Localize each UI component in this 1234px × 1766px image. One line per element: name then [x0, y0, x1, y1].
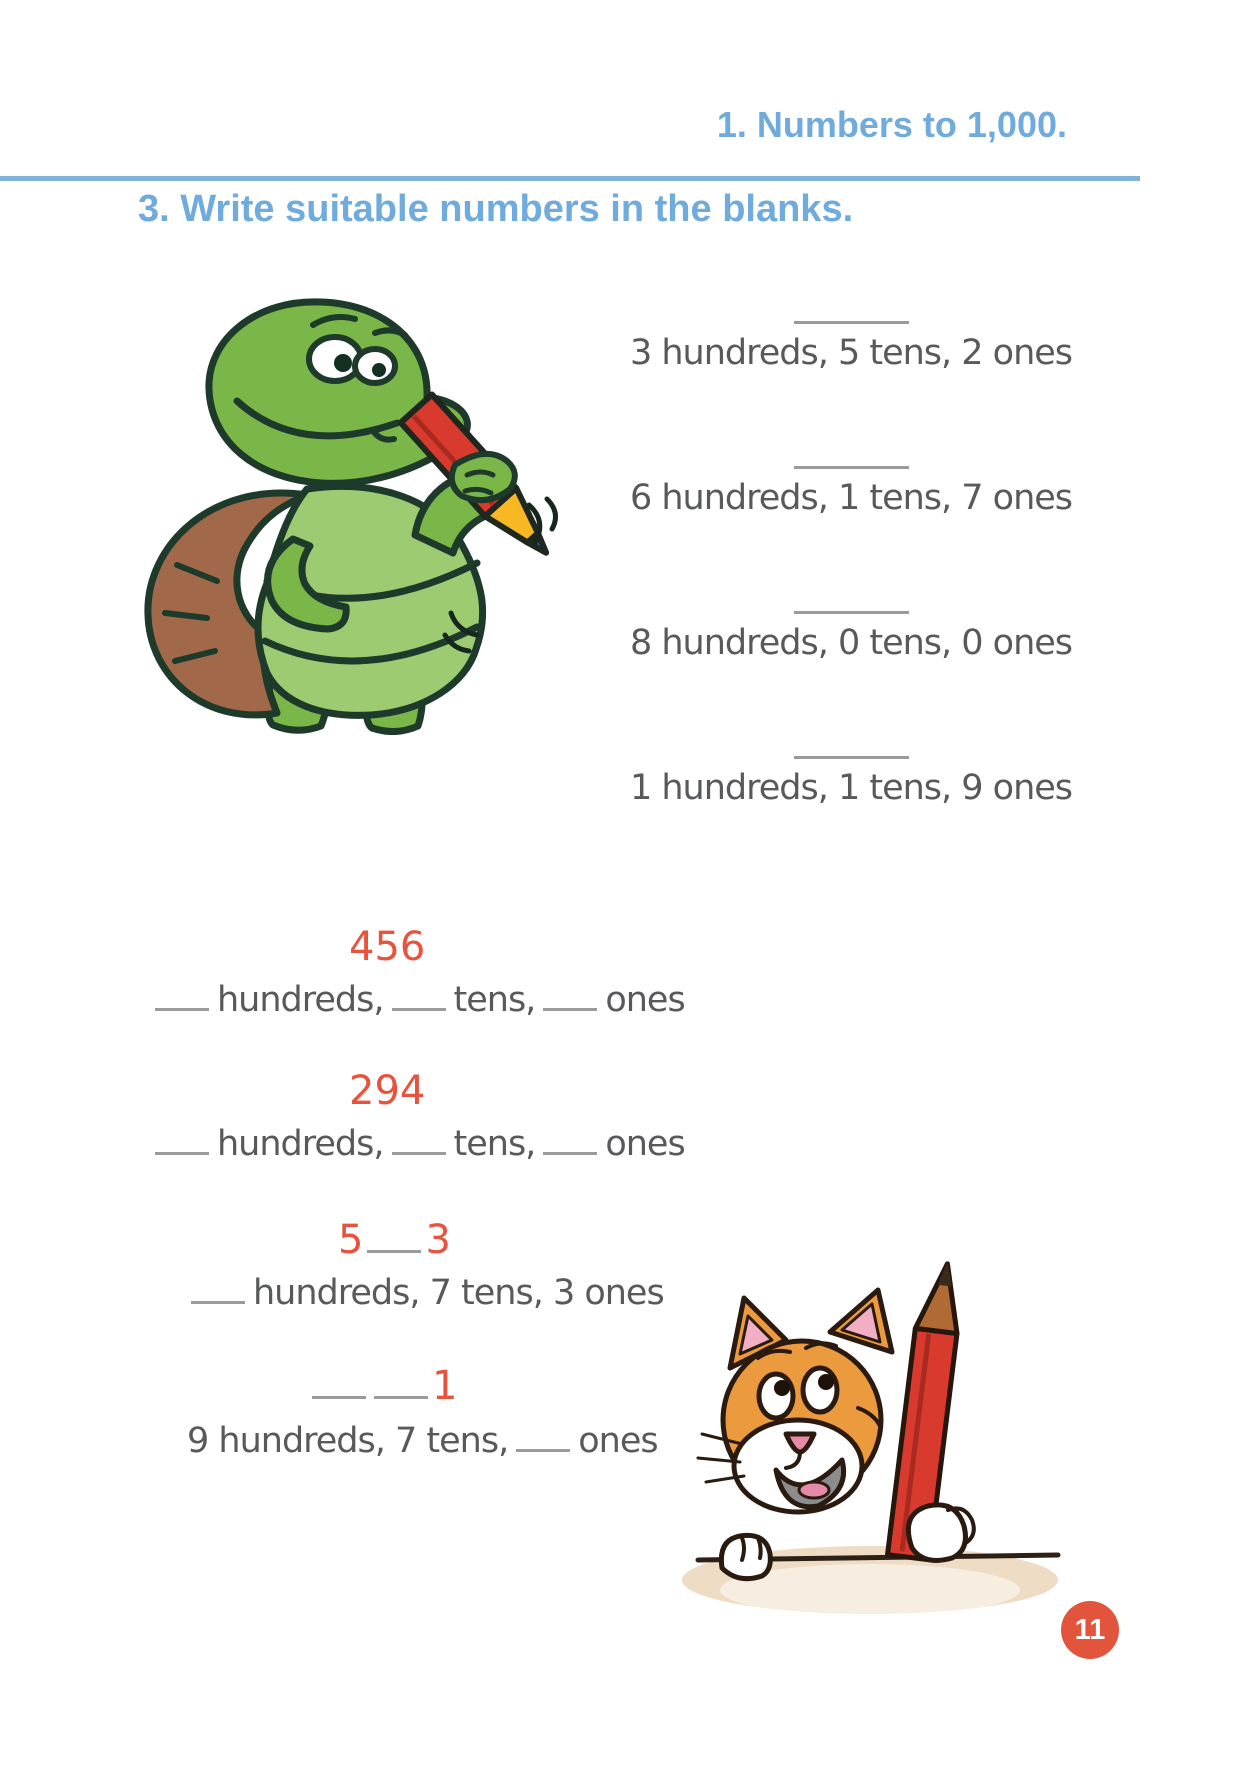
- chapter-header: 1. Numbers to 1,000.: [716, 104, 1067, 145]
- turtle-with-pencil-drawing: [115, 283, 563, 735]
- page-number: 11: [1074, 1613, 1106, 1646]
- answer-blank[interactable]: [367, 1248, 421, 1253]
- cat-with-pencil-drawing: [680, 1238, 1075, 1626]
- turtle-illustration: [115, 283, 563, 735]
- answer-blank[interactable]: [516, 1447, 570, 1452]
- cat-illustration: [680, 1238, 1075, 1626]
- page-number-badge: [1061, 1601, 1119, 1659]
- word-label: tens,: [453, 980, 536, 1020]
- answer-blank[interactable]: [794, 736, 909, 759]
- fill-in-row: [147, 1122, 685, 1166]
- exercise-label: 3 hundreds, 5 tens, 2 ones: [629, 333, 1073, 373]
- word-label: ones: [578, 1421, 658, 1461]
- number-value: 456: [349, 924, 426, 970]
- answer-blank[interactable]: [794, 301, 909, 324]
- exercise-row: [601, 736, 1101, 809]
- answer-blank[interactable]: [392, 1150, 446, 1155]
- fill-in-row: [187, 1419, 658, 1463]
- word-label: hundreds,: [217, 980, 384, 1020]
- fill-in-row: [183, 1271, 664, 1315]
- number-digit: 1: [432, 1363, 458, 1409]
- fill-in-row: [147, 978, 685, 1022]
- answer-blank[interactable]: [543, 1006, 597, 1011]
- given-number: [349, 925, 425, 969]
- answer-blank[interactable]: [794, 591, 909, 614]
- answer-blank[interactable]: [374, 1394, 428, 1399]
- exercise-row: [601, 301, 1101, 374]
- answer-blank[interactable]: [155, 1150, 209, 1155]
- exercise-row: [601, 446, 1101, 519]
- divider-line: [0, 176, 1140, 181]
- word-label: tens,: [453, 1124, 536, 1164]
- word-label: ones: [605, 1124, 685, 1164]
- exercise-row: [601, 591, 1101, 664]
- exercise-label: 1 hundreds, 1 tens, 9 ones: [629, 768, 1073, 808]
- number-digit: 3: [425, 1217, 451, 1263]
- number-digit: 5: [338, 1217, 364, 1263]
- answer-blank[interactable]: [312, 1394, 366, 1399]
- given-number: [349, 1069, 425, 1113]
- answer-blank[interactable]: [543, 1150, 597, 1155]
- answer-blank[interactable]: [392, 1006, 446, 1011]
- answer-blank[interactable]: [191, 1299, 245, 1304]
- word-label: hundreds, 7 tens, 3 ones: [253, 1273, 664, 1313]
- answer-blank[interactable]: [794, 446, 909, 469]
- word-label: 9 hundreds, 7 tens,: [187, 1421, 509, 1461]
- word-label: ones: [605, 980, 685, 1020]
- exercise-label: 6 hundreds, 1 tens, 7 ones: [629, 478, 1073, 518]
- given-number-with-blank: [338, 1218, 451, 1262]
- number-value: 294: [349, 1068, 426, 1114]
- word-label: hundreds,: [217, 1124, 384, 1164]
- answer-blank[interactable]: [155, 1006, 209, 1011]
- exercise-label: 8 hundreds, 0 tens, 0 ones: [629, 623, 1073, 663]
- exercise-title: 3. Write suitable numbers in the blanks.: [138, 188, 854, 230]
- given-number-with-blank: [308, 1364, 457, 1408]
